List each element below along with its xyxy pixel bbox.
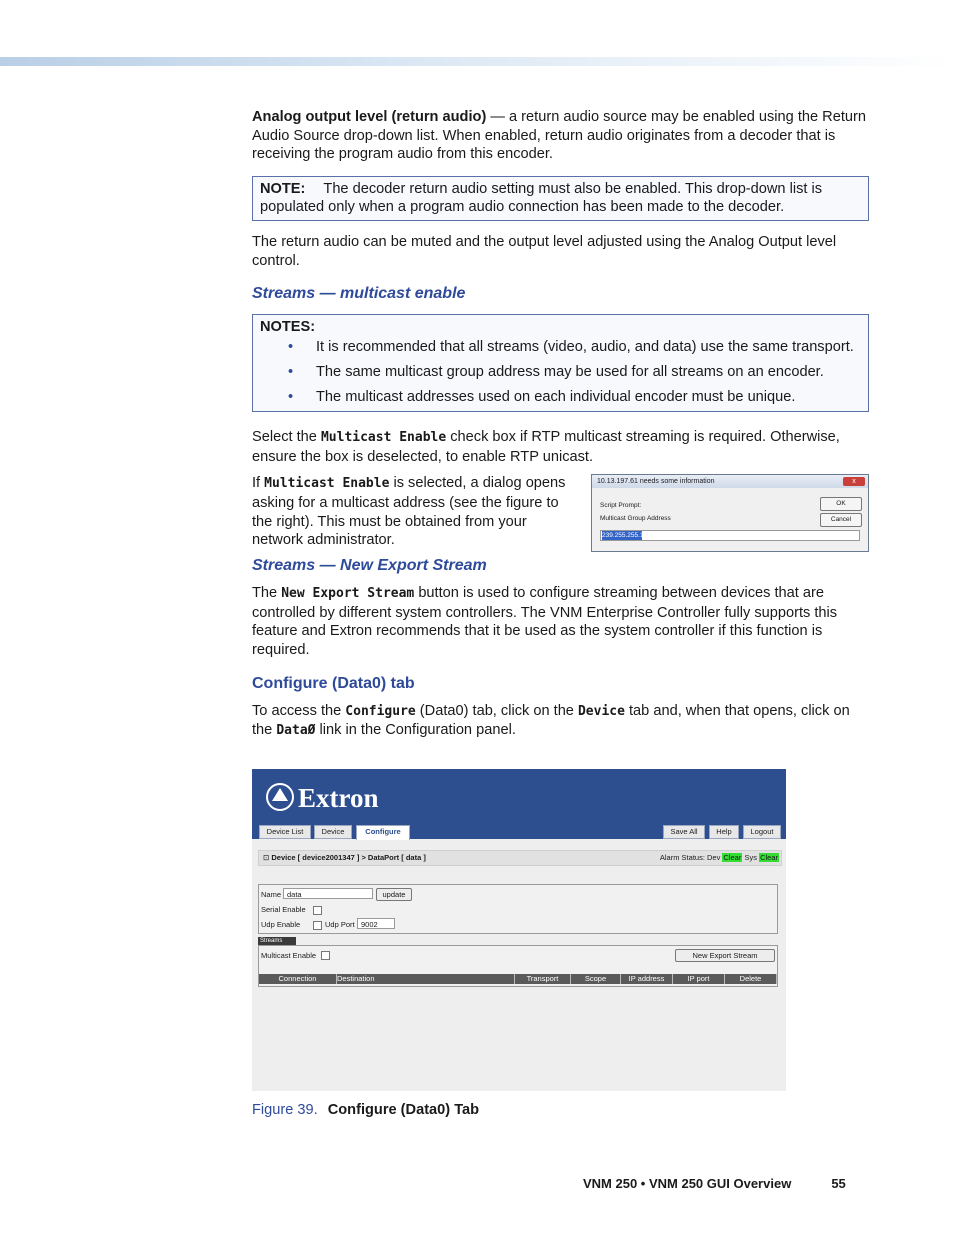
udp-port-label: Udp Port	[325, 920, 355, 929]
multicast-enable-label: Multicast Enable	[261, 951, 317, 960]
column-scope: Scope	[571, 974, 621, 984]
if-block	[252, 474, 869, 556]
tab-streams[interactable]	[258, 937, 296, 945]
list-item: • It is recommended that all streams (video, audio, and data) use the same transport.	[260, 338, 861, 357]
dialog-titlebar	[592, 475, 868, 488]
header-bar	[0, 57, 954, 66]
select-text-b: check box if RTP multicast streaming is required. Otherwise, ensure the box is deselected, to enable RTP unicast.	[252, 429, 840, 465]
data0-code: DataØ	[276, 723, 316, 739]
device-code: Device	[577, 703, 625, 719]
dev-status-badge: Clear	[723, 853, 742, 862]
name-label: Name	[261, 890, 282, 899]
notes-list	[260, 338, 861, 406]
analog-lead: Analog output level (return audio)	[252, 109, 487, 125]
export-heading: Streams — New Export Stream	[252, 557, 487, 575]
ok-button[interactable]: OK	[820, 497, 862, 511]
if-text-a: If	[252, 475, 265, 492]
help-button[interactable]: Help	[709, 825, 739, 839]
multicast-dialog	[591, 474, 869, 552]
page-footer	[583, 1176, 846, 1191]
save-all-button[interactable]: Save All	[663, 825, 705, 839]
column-ip-port: IP port	[673, 974, 725, 984]
column-connection: Connection	[259, 974, 337, 984]
breadcrumb-text: Device [ device2001347 ] > DataPort [ data ]	[271, 853, 426, 862]
logout-button[interactable]: Logout	[743, 825, 781, 839]
if-text-b: is selected, a dialog opens asking for a multicast address (see the figure to the right). This must be obtained from your network administrator.	[252, 475, 566, 549]
configure-text-d: link in the Configuration panel.	[315, 722, 516, 739]
dialog-field-label: Multicast Group Address	[600, 515, 671, 523]
serial-enable-checkbox[interactable]	[313, 906, 322, 915]
column-delete: Delete	[725, 974, 777, 984]
configure-heading: Configure (Data0) tab	[252, 675, 415, 693]
export-paragraph	[252, 584, 869, 659]
list-item: • The multicast addresses used on each individual encoder must be unique.	[260, 388, 861, 407]
serial-enable-label: Serial Enable	[261, 905, 306, 914]
multicast-heading: Streams — multicast enable	[252, 285, 466, 303]
udp-enable-checkbox[interactable]	[313, 921, 322, 930]
if-paragraph	[252, 474, 570, 549]
notes-box	[252, 314, 869, 412]
sys-label: Sys	[744, 853, 757, 862]
tab-configure[interactable]: Configure	[356, 825, 410, 840]
alarm-label: Alarm Status: Dev	[659, 853, 721, 862]
figure-title: Configure (Data0) Tab	[327, 1102, 480, 1118]
return-paragraph: The return audio can be muted and the output level adjusted using the Analog Output level control.	[252, 233, 837, 269]
tab-device-list[interactable]: Device List	[259, 825, 311, 839]
notes-label: NOTES:	[260, 318, 316, 335]
configure-text-c: tab and, when that opens, click on the	[252, 702, 850, 739]
configure-paragraph	[252, 702, 869, 741]
configure-text-b: (Data0) tab, click on the	[415, 702, 578, 719]
page-number: 55	[831, 1176, 846, 1191]
select-paragraph	[252, 428, 869, 466]
note-text: The decoder return audio setting must also be enabled. This drop-down list is populated only when a program audio connection has been made to the decoder.	[260, 180, 823, 216]
extron-logo-icon	[266, 783, 294, 811]
figure-caption	[252, 1102, 479, 1118]
dialog-title: 10.13.197.61 needs some information	[597, 478, 715, 486]
multicast-enable-checkbox[interactable]	[321, 951, 330, 960]
cancel-button[interactable]: Cancel	[820, 513, 862, 527]
analog-paragraph	[252, 108, 869, 164]
settings-panel	[258, 884, 778, 934]
new-export-stream-button[interactable]: New Export Stream	[675, 949, 775, 962]
streams-tab-label: Streams	[260, 938, 283, 944]
figure-number: Figure 39.	[252, 1102, 318, 1118]
multicast-enable-code: Multicast Enable	[320, 430, 447, 446]
close-icon[interactable]: x	[843, 477, 865, 486]
udp-port-input[interactable]: 9002	[357, 918, 395, 929]
multicast-address-value: 239.255.255.1	[602, 532, 644, 540]
select-text-a: Select the	[252, 429, 321, 446]
column-ip-address: IP address	[621, 974, 673, 984]
sys-status-badge: Clear	[760, 853, 778, 862]
logo-text: Extron	[298, 783, 379, 813]
device-icon: ⊡	[263, 853, 270, 862]
list-item: • The same multicast group address may be used for all streams on an encoder.	[260, 363, 861, 382]
configure-code: Configure	[345, 703, 416, 719]
dialog-prompt: Script Prompt:	[600, 502, 642, 510]
tab-device[interactable]: Device	[314, 825, 352, 839]
export-text-b: button is used to configure streaming between devices that are controlled by different system controllers. The VNM Enterprise Controller fully supports this feature and Extron recommends that it be used as the system controller if this function is required.	[252, 584, 838, 658]
name-input[interactable]: data	[283, 888, 373, 899]
note-label: NOTE:	[260, 180, 306, 197]
configure-screenshot	[252, 769, 786, 1091]
update-button[interactable]: update	[376, 888, 412, 901]
alarm-status	[660, 851, 779, 865]
configure-text-a: To access the	[252, 702, 346, 719]
column-destination: Destination	[337, 974, 515, 984]
udp-enable-label: Udp Enable	[261, 920, 301, 929]
column-transport: Transport	[515, 974, 571, 984]
multicast-enable-code: Multicast Enable	[264, 476, 390, 492]
streams-table-header	[259, 974, 777, 984]
analog-text: — a return audio source may be enabled using the Return Audio Source drop-down list. When enabled, return audio originates from a decoder that is receiving the program audio from this encoder.	[252, 109, 866, 163]
footer-doc-title: VNM 250 • VNM 250 GUI Overview	[583, 1176, 792, 1191]
page-content	[252, 108, 869, 741]
export-text-a: The	[252, 584, 282, 601]
multicast-address-input[interactable]	[600, 530, 860, 541]
note-box	[252, 176, 869, 221]
new-export-stream-code: New Export Stream	[281, 585, 415, 601]
extron-logo	[266, 783, 379, 814]
breadcrumb	[258, 850, 782, 866]
